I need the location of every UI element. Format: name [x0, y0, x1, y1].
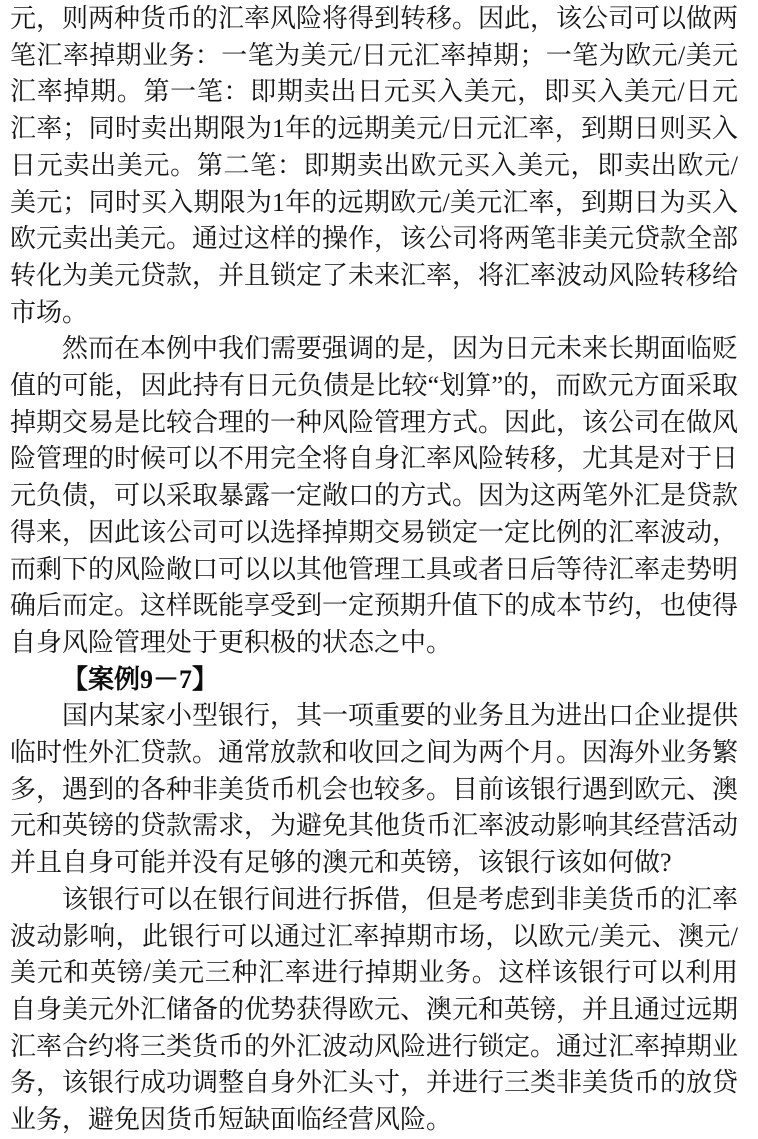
- case-9-7-heading: 【案例9－7】: [62, 664, 219, 694]
- paragraph-swap-operations: 元，则两种货币的汇率风险将得到转移。因此，该公司可以做两笔汇率掉期业务：一笔为美元/日元汇率掉期；一笔为欧元/美元汇率掉期。第一笔：即期卖出日元买入美元，即买入美元/日元汇率；同时卖出期限为1年的远期美元/日元汇率，到期日则买入日元卖出美元。第二笔：即期卖出欧元买入美元，即卖出欧元/美元；同时买入期限为1年的远期欧元/美元汇率，到期日为买入欧元卖出美元。通过这样的操作，该公司将两笔非美元贷款全部转化为美元贷款，并且锁定了未来汇率，将汇率波动风险转移给市场。: [10, 4, 739, 327]
- paragraph-bank-case-description: 国内某家小型银行，其一项重要的业务且为进出口企业提供临时性外汇贷款。通常放款和收回之间为两个月。因海外业务繁多，遇到的各种非美货币机会也较多。目前该银行遇到欧元、澳元和英镑的贷款需求，为避免其他货币汇率波动影响其经营活动并且自身可能并没有足够的澳元和英镑，该银行该如何做?: [10, 701, 739, 878]
- paragraph-bank-case-solution: 该银行可以在银行间进行拆借，但是考虑到非美货币的汇率波动影响，此银行可以通过汇率掉期市场，以欧元/美元、澳元/美元和英镑/美元三种汇率进行掉期业务。这样该银行可以利用自身美元外汇储备的优势获得欧元、澳元和英镑，并且通过远期汇率合约将三类货币的外汇波动风险进行锁定。通过汇率掉期业务，该银行成功调整自身外汇头寸，并进行三类非美货币的放贷业务，避免因货币短缺面临经营风险。: [10, 884, 739, 1135]
- paragraph-risk-management-note: 然而在本例中我们需要强调的是，因为日元未来长期面临贬值的可能，因此持有日元负债是比较“划算”的，而欧元方面采取掉期交易是比较合理的一种风险管理方式。因此，该公司在做风险管理的时候可以不用完全将自身汇率风险转移，尤其是对于日元负债，可以采取暴露一定敞口的方式。因为这两笔外汇是贷款得来，因此该公司可以选择掉期交易锁定一定比例的汇率波动，而剩下的风险敞口可以以其他管理工具或者日后等待汇率走势明确后而定。这样既能享受到一定预期升值下的成本节约，也使得自身风险管理处于更积极的状态之中。: [10, 334, 739, 657]
